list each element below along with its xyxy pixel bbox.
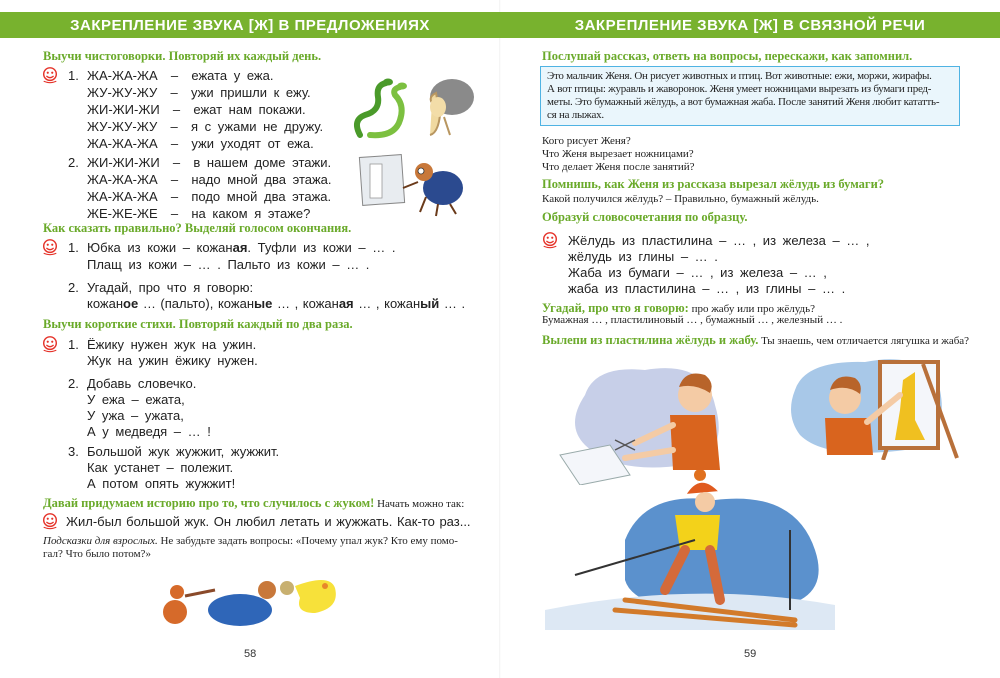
boy-cutting-paper-illustration — [555, 355, 730, 485]
instruction-form-phrases: Образуй словосочетания по образцу. — [542, 210, 748, 224]
poem-line: Как устанет – полежит. — [87, 460, 234, 475]
poem-line: Ёжику нужен жук на ужин. — [87, 337, 257, 352]
tongue-twister-line: ЖЕ-ЖЕ-ЖЕ – на каком я этаже? — [87, 206, 311, 221]
questions-list — [542, 135, 695, 174]
poem-line: У ежа – ежата, — [87, 392, 185, 407]
smiley-icon — [41, 512, 59, 530]
tongue-twister-line: ЖА-ЖА-ЖА – ежата у ежа. — [87, 68, 274, 83]
tongue-twister-line: ЖУ-ЖУ-ЖУ – ужи пришли к ежу. — [87, 85, 311, 100]
instruction-remember: Помнишь, как Женя из рассказа вырезал жёлудь из бумаги? — [542, 177, 885, 191]
answer-line: Какой получился жёлудь? – Правильно, бумажный жёлудь. — [542, 193, 819, 205]
tongue-twister-line: ЖА-ЖА-ЖА – надо мной два этажа. — [87, 172, 332, 187]
guess-line: Бумажная … , пластилиновый … , бумажный … , железный … . — [542, 314, 843, 326]
item-number: 1. — [68, 68, 79, 83]
poem-line: А потом опять жужжит! — [87, 476, 236, 491]
poem-line: Жук на ужин ёжику нужен. — [87, 353, 258, 368]
story-line: А вот птицы: журавль и жаворонок. Женя умеет ножницами вырезать из бумаги пред- — [547, 83, 932, 95]
tongue-twister-line: ЖИ-ЖИ-ЖИ – ежат нам покажи. — [87, 102, 306, 117]
tongue-twister-line: ЖА-ЖА-ЖА – подо мной два этажа. — [87, 189, 332, 204]
phrase-line: Жёлудь из пластилина – … , из железа – … , — [568, 233, 870, 248]
phrase-line: жёлудь из глины – … . — [568, 249, 718, 264]
question: Что делает Женя после занятий? — [542, 161, 695, 173]
question: Кого рисует Женя? — [542, 135, 631, 147]
boy-painting-giraffe-illustration — [775, 350, 960, 460]
section2-instruction: Как сказать правильно? Выделяй голосом окончания. — [43, 221, 352, 235]
item-number: 1. — [68, 240, 79, 255]
smiley-icon — [541, 231, 559, 249]
left-page-header: ЗАКРЕПЛЕНИЕ ЗВУКА [Ж] В ПРЕДЛОЖЕНИЯХ — [0, 12, 500, 38]
item-number: 2. — [68, 280, 79, 295]
smiley-icon — [41, 66, 59, 84]
exercise-line: Угадай, про что я говорю: — [87, 280, 254, 295]
section3-instruction: Выучи короткие стихи. Повторяй каждый по два раза. — [43, 317, 353, 331]
question: Что Женя вырезает ножницами? — [542, 148, 694, 160]
item-number: 2. — [68, 155, 79, 170]
story-line: Это мальчик Женя. Он рисует животных и птиц. Вот животные: ежи, моржи, жирафы. — [547, 70, 932, 82]
poem-line: Большой жук жужжит, жужжит. — [87, 444, 280, 459]
phrase-line: жаба из пластилина – … , из глины – … . — [568, 281, 846, 296]
page-gutter — [499, 0, 501, 678]
item-number: 3. — [68, 444, 79, 459]
beetle-illustration — [358, 152, 468, 217]
story-box — [540, 66, 960, 126]
boy-skiing-illustration — [545, 470, 840, 630]
adult-hint: Подсказки для взрослых. Не забудьте задать вопросы: «Почему упал жук? Кто ему помо- гал? Что было потом?» — [43, 535, 458, 560]
story-line: ся на лыжах. — [547, 109, 604, 121]
tongue-twister-line: ЖА-ЖА-ЖА – ужи уходят от ежа. — [87, 136, 314, 151]
smiley-icon — [41, 335, 59, 353]
phrase-line: Жаба из бумаги – … , из железа – … , — [568, 265, 827, 280]
item-number: 1. — [68, 337, 79, 352]
story-start-line: Жил-был большой жук. Он любил летать и жужжать. Как-то раз... — [66, 514, 471, 529]
poem-line: Добавь словечко. — [87, 376, 197, 391]
tongue-twister-line: ЖУ-ЖУ-ЖУ – я с ужами не дружу. — [87, 119, 324, 134]
section1-instruction: Выучи чистоговорки. Повторяй их каждый день. — [43, 49, 322, 63]
poem-line: У ужа – ужата, — [87, 408, 184, 423]
tongue-twister-line: ЖИ-ЖИ-ЖИ – в нашем доме этажи. — [87, 155, 332, 170]
story-line: меты. Это бумажный жёлудь, а вот бумажная жаба. После занятий Женя любит кататть- — [547, 96, 940, 108]
instruction-sculpt: Вылепи из пластилина жёлудь и жабу. Ты знаешь, чем отличается лягушка и жаба? — [542, 333, 970, 347]
page-number: 59 — [744, 648, 757, 660]
right-page-header: ЗАКРЕПЛЕНИЕ ЗВУКА [Ж] В СВЯЗНОЙ РЕЧИ — [500, 12, 1000, 38]
snake-hedgehog-illustration — [350, 75, 480, 140]
section4-instruction: Давай придумаем историю про то, что случилось с жуком! Начать можно так: — [43, 496, 465, 510]
poem-line: А у медведя – … ! — [87, 424, 211, 439]
item-number: 2. — [68, 376, 79, 391]
insects-illustration — [155, 568, 345, 630]
exercise-line: Плащ из кожи – … . Пальто из кожи – … . — [87, 257, 370, 272]
instruction-listen: Послушай рассказ, ответь на вопросы, перескажи, как запомнил. — [542, 49, 913, 63]
smiley-icon — [41, 238, 59, 256]
page-number: 58 — [244, 648, 257, 660]
exercise-line: кожаное … (пальто), кожаные … , кожаная … , кожаный … . — [87, 296, 466, 311]
exercise-line: Юбка из кожи – кожаная. Туфли из кожи – … . — [87, 240, 396, 255]
instruction-guess: Угадай, про что я говорю: про жабу или про жёлудь? — [542, 301, 816, 315]
